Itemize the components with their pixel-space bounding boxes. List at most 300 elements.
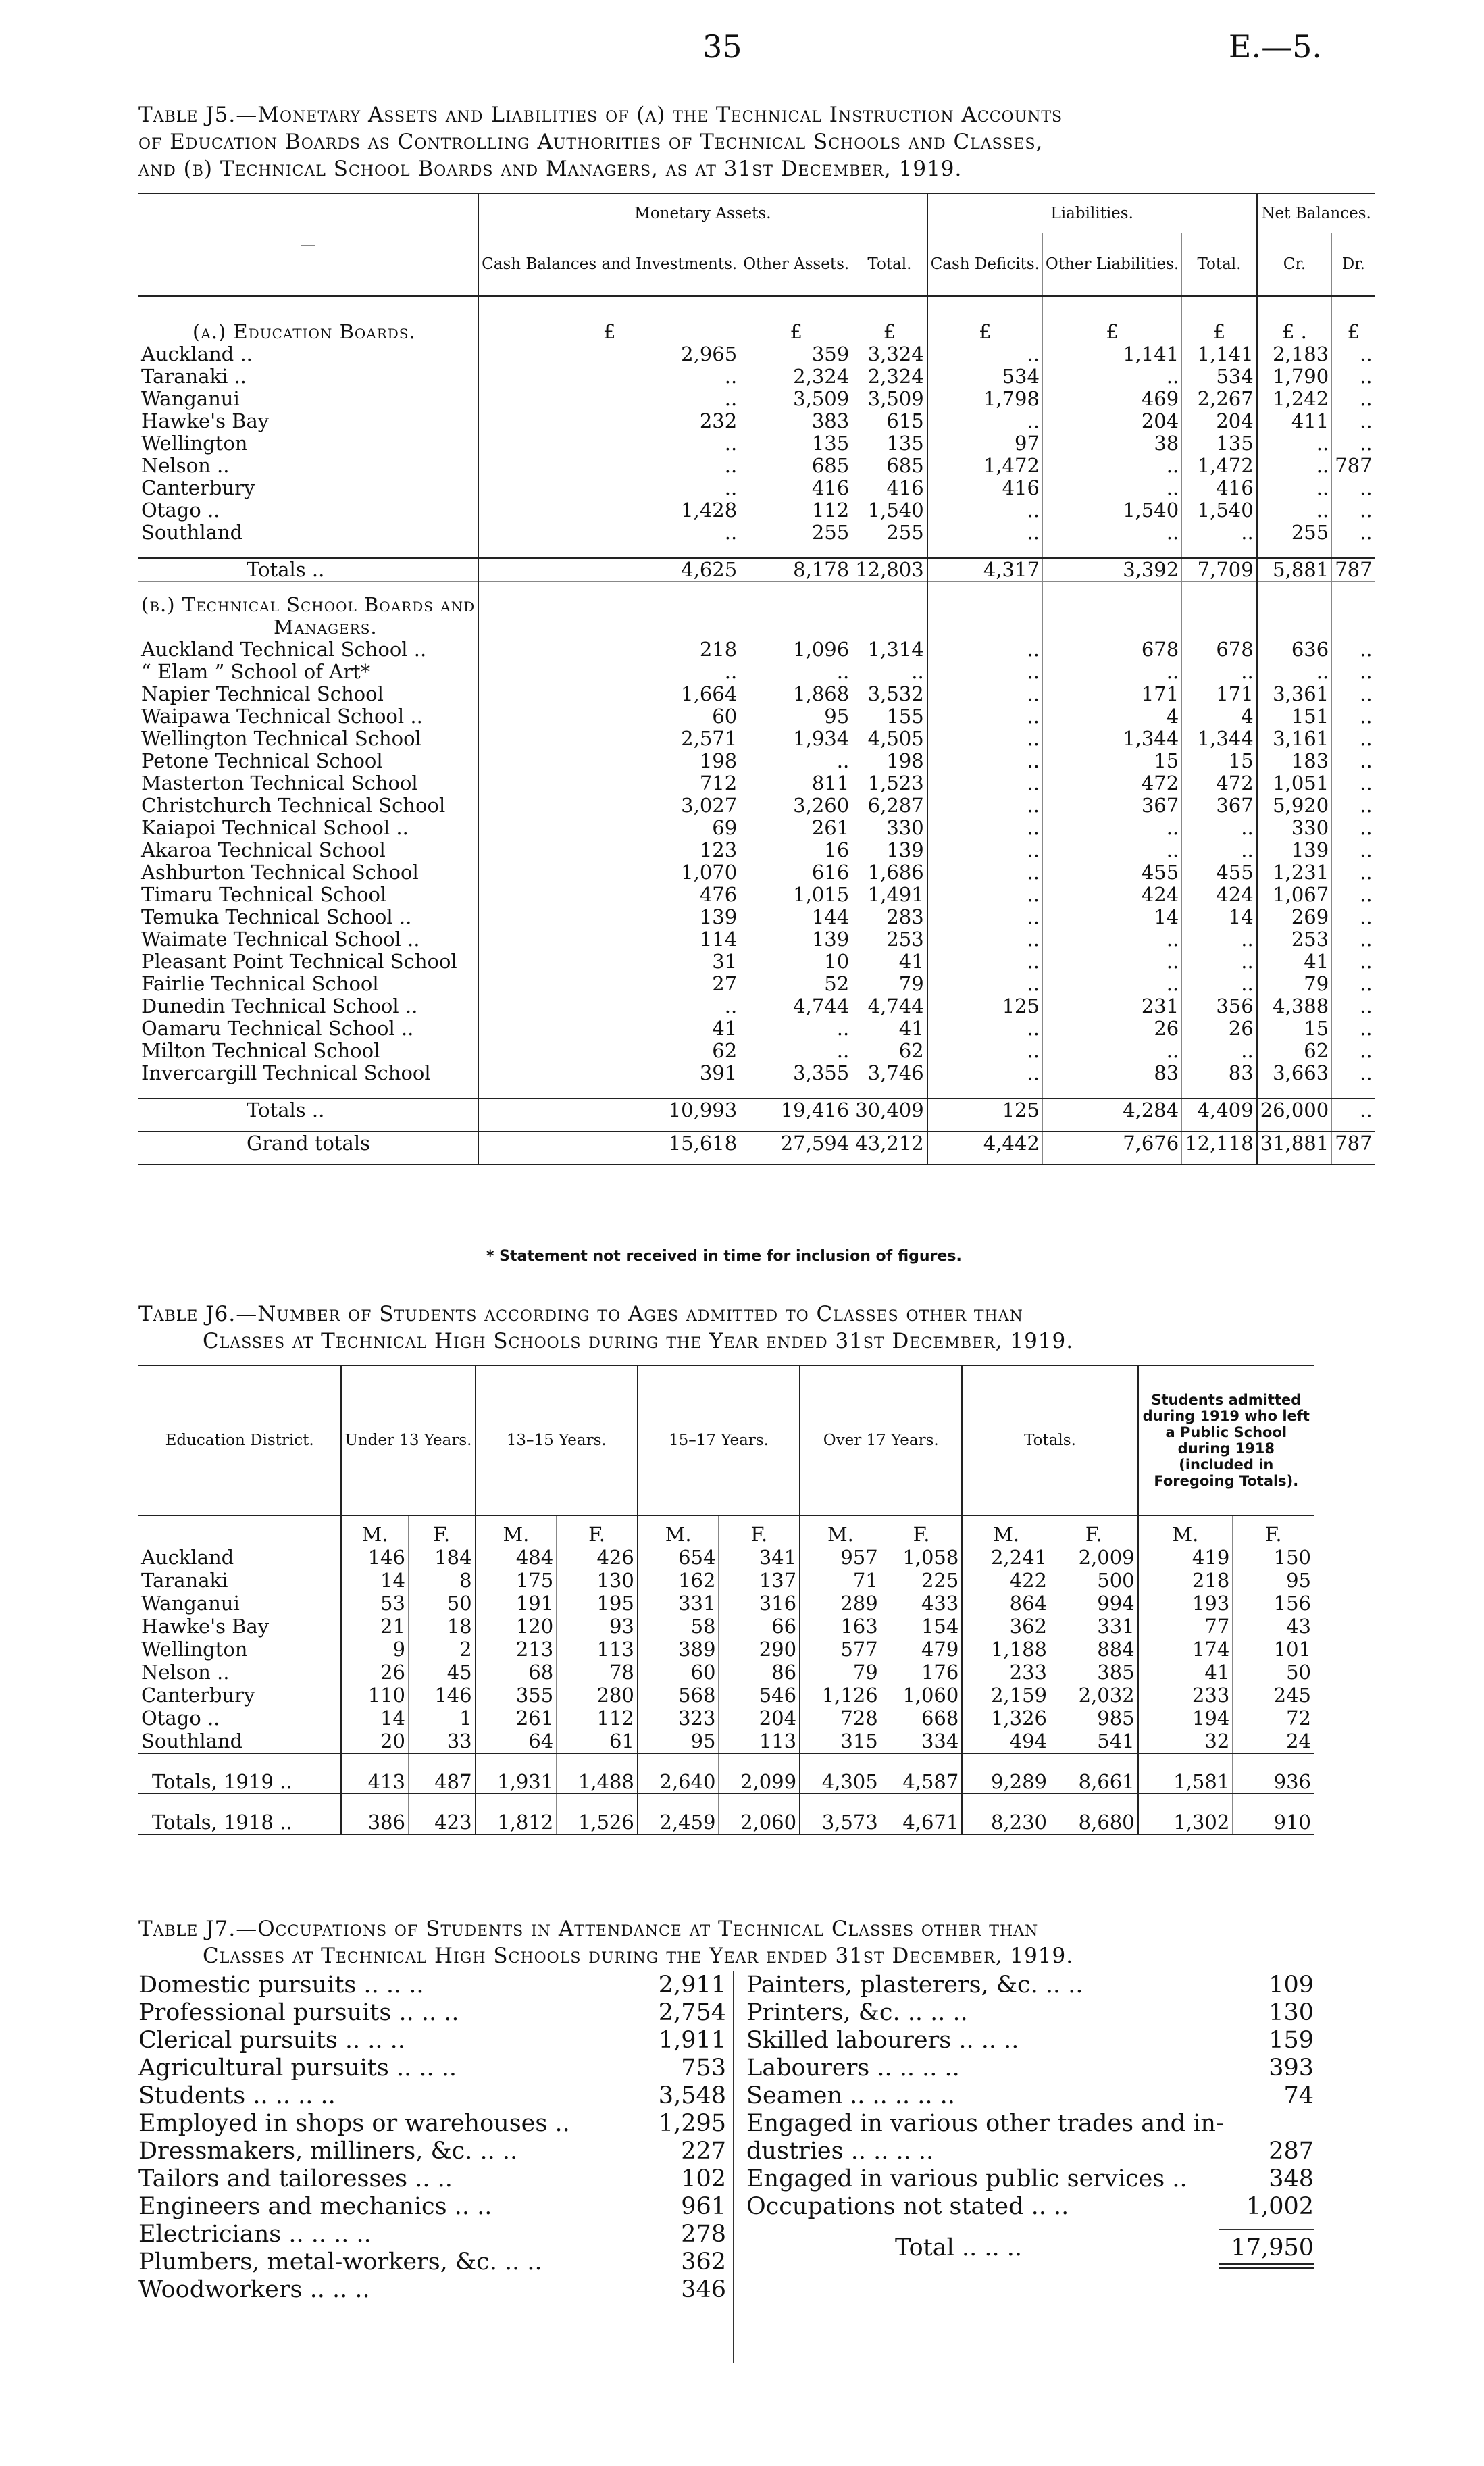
table-cell: 494 bbox=[962, 1730, 1050, 1753]
table-cell: 6,287 bbox=[852, 795, 927, 817]
table-cell: 139 bbox=[478, 906, 740, 928]
table-cell: 2,324 bbox=[740, 366, 852, 388]
table-cell: 1,060 bbox=[881, 1684, 962, 1707]
table-cell: 26,000 bbox=[1257, 1099, 1332, 1122]
table-cell: 183 bbox=[1257, 750, 1332, 772]
blank-cell bbox=[138, 1515, 341, 1546]
table-cell: .. bbox=[478, 477, 740, 499]
row-label: Milton Technical School bbox=[141, 1039, 380, 1062]
table-cell: .. bbox=[1332, 1099, 1375, 1122]
table-cell: .. bbox=[927, 884, 1043, 906]
table-cell: 541 bbox=[1050, 1730, 1137, 1753]
occupation-count: 961 bbox=[681, 2193, 726, 2220]
table-cell: .. bbox=[927, 795, 1043, 817]
table-cell: 26 bbox=[1182, 1017, 1257, 1040]
table-cell: 151 bbox=[1257, 705, 1332, 728]
table-cell: 4,744 bbox=[740, 995, 852, 1017]
blank-header: — bbox=[300, 236, 316, 253]
occupation-row bbox=[138, 2027, 726, 2055]
column-header: Other Liabilities. bbox=[1042, 233, 1181, 296]
table-cell: 2,183 bbox=[1257, 343, 1332, 366]
row-label: Auckland Technical School .. bbox=[141, 638, 427, 661]
table-cell: 2 bbox=[408, 1638, 475, 1661]
occupation-row bbox=[138, 2055, 726, 2082]
table-cell: 146 bbox=[341, 1546, 408, 1569]
table-cell: 10 bbox=[740, 951, 852, 973]
title-line: Table J6.—Number of Students according to Ages admitted to Classes other than bbox=[138, 1302, 1023, 1326]
table-cell: 389 bbox=[638, 1638, 719, 1661]
table-cell: 1,798 bbox=[927, 388, 1043, 410]
table-cell: 1,070 bbox=[478, 861, 740, 884]
table-cell: .. bbox=[1332, 477, 1375, 499]
table-cell: 568 bbox=[638, 1684, 719, 1707]
table-row bbox=[138, 1569, 1314, 1592]
table-cell: 1,188 bbox=[962, 1638, 1050, 1661]
table-cell: .. bbox=[1332, 410, 1375, 432]
table-cell: 191 bbox=[476, 1592, 557, 1615]
table-row bbox=[138, 661, 1375, 683]
table-cell: 419 bbox=[1138, 1546, 1233, 1569]
row-label: Ashburton Technical School bbox=[141, 861, 419, 884]
table-cell: .. bbox=[927, 750, 1043, 772]
table-cell: 232 bbox=[478, 410, 740, 432]
table-cell: 62 bbox=[852, 1040, 927, 1062]
total-value: 17,950 bbox=[1231, 2234, 1314, 2261]
table-cell: 269 bbox=[1257, 906, 1332, 928]
table-cell: 139 bbox=[740, 928, 852, 951]
sex-header: M. bbox=[962, 1515, 1050, 1546]
row-label: Nelson .. bbox=[141, 1661, 230, 1684]
currency-unit: £ bbox=[740, 321, 852, 343]
table-row bbox=[138, 973, 1375, 995]
column-header: Other Assets. bbox=[740, 233, 852, 296]
table-cell: 41 bbox=[1257, 951, 1332, 973]
table-cell: 484 bbox=[476, 1546, 557, 1569]
table-cell: .. bbox=[927, 705, 1043, 728]
table-cell: 1,934 bbox=[740, 728, 852, 750]
table-cell: 2,324 bbox=[852, 366, 927, 388]
table-row bbox=[138, 772, 1375, 795]
row-label: Southland bbox=[141, 1730, 243, 1753]
table-cell: 204 bbox=[1042, 410, 1181, 432]
column-header: Under 13 Years. bbox=[341, 1365, 475, 1515]
table-cell: 1,790 bbox=[1257, 366, 1332, 388]
grand-totals-row bbox=[138, 1132, 1375, 1155]
table-cell: 616 bbox=[740, 861, 852, 884]
row-label: Otago .. bbox=[141, 499, 220, 522]
table-cell: 125 bbox=[927, 1099, 1043, 1122]
table-row bbox=[138, 1684, 1314, 1707]
table-cell: 283 bbox=[852, 906, 927, 928]
table-cell: 469 bbox=[1042, 388, 1181, 410]
table-row bbox=[138, 1661, 1314, 1684]
row-label: Wellington bbox=[141, 1638, 248, 1661]
occupation-row bbox=[746, 2055, 1314, 2082]
table-cell: 12,118 bbox=[1182, 1132, 1257, 1155]
table-cell: 316 bbox=[719, 1592, 800, 1615]
table-cell: .. bbox=[927, 1017, 1043, 1040]
table-cell: .. bbox=[1182, 661, 1257, 683]
occupation-total-row bbox=[746, 2234, 1314, 2262]
row-label: Invercargill Technical School bbox=[141, 1061, 431, 1084]
occupation-label: Painters, plasterers, &c. .. .. bbox=[746, 1971, 1083, 1998]
table-cell: 479 bbox=[881, 1638, 962, 1661]
table-cell: 123 bbox=[478, 839, 740, 861]
table-row bbox=[138, 995, 1375, 1017]
table-cell: 33 bbox=[408, 1730, 475, 1753]
occupation-label: dustries .. .. .. .. bbox=[746, 2138, 934, 2165]
table-cell: .. bbox=[927, 839, 1043, 861]
table-cell: .. bbox=[927, 906, 1043, 928]
table-cell: 4,744 bbox=[852, 995, 927, 1017]
table-cell: .. bbox=[1042, 661, 1181, 683]
table-cell: 1,868 bbox=[740, 683, 852, 705]
table-cell: 289 bbox=[800, 1592, 881, 1615]
table-cell: 2,241 bbox=[962, 1546, 1050, 1569]
table-cell: 112 bbox=[740, 499, 852, 522]
table-row bbox=[138, 728, 1375, 750]
currency-unit: £ bbox=[1042, 321, 1181, 343]
table-cell: 2,459 bbox=[638, 1794, 719, 1834]
currency-unit: £ bbox=[1332, 321, 1375, 343]
table-cell: 15,618 bbox=[478, 1132, 740, 1155]
row-label: Temuka Technical School .. bbox=[141, 905, 412, 928]
row-label: Napier Technical School bbox=[141, 682, 384, 705]
occupation-label: Woodworkers .. .. .. bbox=[138, 2276, 370, 2303]
sex-header: M. bbox=[638, 1515, 719, 1546]
table-cell: 130 bbox=[557, 1569, 638, 1592]
table-j5-title bbox=[138, 101, 1314, 182]
table-cell: .. bbox=[1042, 1040, 1181, 1062]
table-cell: .. bbox=[1042, 928, 1181, 951]
table-cell: 24 bbox=[1233, 1730, 1314, 1753]
table-row bbox=[138, 455, 1375, 477]
table-row bbox=[138, 410, 1375, 432]
occupation-row bbox=[746, 2082, 1314, 2110]
occupation-count: 278 bbox=[681, 2221, 726, 2248]
table-cell: 426 bbox=[557, 1546, 638, 1569]
table-cell: 66 bbox=[719, 1615, 800, 1638]
table-cell: 712 bbox=[478, 772, 740, 795]
table-cell: .. bbox=[1332, 973, 1375, 995]
table-cell: 14 bbox=[341, 1569, 408, 1592]
table-cell: .. bbox=[927, 1040, 1043, 1062]
table-row bbox=[138, 1546, 1314, 1569]
table-cell: 61 bbox=[557, 1730, 638, 1753]
table-cell: .. bbox=[1042, 973, 1181, 995]
table-cell: 1,686 bbox=[852, 861, 927, 884]
occupation-label: Occupations not stated .. .. bbox=[746, 2193, 1069, 2220]
occupation-label: Labourers .. .. .. .. bbox=[746, 2055, 960, 2082]
table-row bbox=[138, 522, 1375, 544]
occupation-row bbox=[138, 2165, 726, 2193]
table-cell: 261 bbox=[476, 1707, 557, 1730]
row-label: Waipawa Technical School .. bbox=[141, 705, 423, 728]
table-cell: 1 bbox=[408, 1707, 475, 1730]
table-cell: .. bbox=[1042, 477, 1181, 499]
row-label: Dunedin Technical School .. bbox=[141, 995, 418, 1017]
table-cell: 455 bbox=[1042, 861, 1181, 884]
table-cell: 41 bbox=[478, 1017, 740, 1040]
table-cell: 213 bbox=[476, 1638, 557, 1661]
table-cell: .. bbox=[1332, 366, 1375, 388]
occupation-row bbox=[746, 2027, 1314, 2055]
title-line: and (b) Technical School Boards and Managers, as at 31st December, 1919. bbox=[138, 157, 963, 181]
table-cell: .. bbox=[927, 951, 1043, 973]
row-label: Canterbury bbox=[141, 1684, 255, 1707]
table-row bbox=[138, 884, 1375, 906]
table-cell: 9,289 bbox=[962, 1753, 1050, 1794]
table-cell: 45 bbox=[408, 1661, 475, 1684]
table-cell: 26 bbox=[1042, 1017, 1181, 1040]
table-cell: 15 bbox=[1042, 750, 1181, 772]
table-cell: 2,099 bbox=[719, 1753, 800, 1794]
table-cell: 4,671 bbox=[881, 1794, 962, 1834]
table-cell: 95 bbox=[1233, 1569, 1314, 1592]
table-cell: 112 bbox=[557, 1707, 638, 1730]
table-cell: .. bbox=[740, 750, 852, 772]
row-label: Nelson .. bbox=[141, 454, 230, 477]
table-cell: 323 bbox=[638, 1707, 719, 1730]
row-label: Hawke's Bay bbox=[141, 1615, 270, 1638]
table-cell: .. bbox=[1332, 728, 1375, 750]
occupation-row bbox=[746, 1999, 1314, 2027]
table-cell: 14 bbox=[341, 1707, 408, 1730]
table-cell: .. bbox=[1257, 432, 1332, 455]
table-cell: .. bbox=[740, 661, 852, 683]
table-cell: .. bbox=[1042, 455, 1181, 477]
table-row bbox=[138, 1615, 1314, 1638]
table-cell: .. bbox=[927, 1062, 1043, 1084]
table-cell: 728 bbox=[800, 1707, 881, 1730]
table-cell: 110 bbox=[341, 1684, 408, 1707]
totals-row bbox=[138, 558, 1375, 582]
table-cell: .. bbox=[1332, 906, 1375, 928]
table-cell: 367 bbox=[1042, 795, 1181, 817]
table-cell: 176 bbox=[881, 1661, 962, 1684]
table-cell: 8,680 bbox=[1050, 1794, 1137, 1834]
occupation-row bbox=[138, 2221, 726, 2248]
occupation-count: 393 bbox=[1269, 2055, 1314, 2082]
table-cell: 3,509 bbox=[740, 388, 852, 410]
table-cell: 1,540 bbox=[1182, 499, 1257, 522]
table-cell: 38 bbox=[1042, 432, 1181, 455]
table-cell: 95 bbox=[740, 705, 852, 728]
table-cell: 8,230 bbox=[962, 1794, 1050, 1834]
table-cell: .. bbox=[478, 522, 740, 544]
table-row bbox=[138, 839, 1375, 861]
table-cell: 8,178 bbox=[740, 558, 852, 582]
table-cell: 3,663 bbox=[1257, 1062, 1332, 1084]
table-cell: 8,661 bbox=[1050, 1753, 1137, 1794]
table-cell: 253 bbox=[1257, 928, 1332, 951]
table-cell: 678 bbox=[1182, 638, 1257, 661]
row-label: Totals .. bbox=[247, 558, 325, 581]
table-cell: 1,472 bbox=[1182, 455, 1257, 477]
table-cell: 174 bbox=[1138, 1638, 1233, 1661]
occupation-label: Students .. .. .. .. bbox=[138, 2082, 336, 2109]
table-cell: 101 bbox=[1233, 1638, 1314, 1661]
column-header: Over 17 Years. bbox=[800, 1365, 962, 1515]
occupation-count: 348 bbox=[1269, 2165, 1314, 2192]
table-j6-title bbox=[138, 1301, 1314, 1355]
table-cell: 139 bbox=[852, 839, 927, 861]
column-divider bbox=[733, 1971, 734, 2363]
occupation-row bbox=[138, 1999, 726, 2027]
table-cell: 2,009 bbox=[1050, 1546, 1137, 1569]
table-cell: 1,326 bbox=[962, 1707, 1050, 1730]
currency-unit: £ . bbox=[1257, 321, 1332, 343]
table-row bbox=[138, 817, 1375, 839]
group-header: Liabilities. bbox=[927, 193, 1257, 233]
table-cell: 4,442 bbox=[927, 1132, 1043, 1155]
table-cell: 985 bbox=[1050, 1707, 1137, 1730]
row-label: Canterbury bbox=[141, 476, 255, 499]
title-line: of Education Boards as Controlling Authorities of Technical Schools and Classes, bbox=[138, 130, 1044, 154]
table-cell: 171 bbox=[1042, 683, 1181, 705]
table-cell: 144 bbox=[740, 906, 852, 928]
table-cell: 72 bbox=[1233, 1707, 1314, 1730]
table-row bbox=[138, 1592, 1314, 1615]
occupation-count: 346 bbox=[681, 2276, 726, 2303]
table-cell: 60 bbox=[638, 1661, 719, 1684]
table-cell: 362 bbox=[962, 1615, 1050, 1638]
table-cell: 884 bbox=[1050, 1638, 1137, 1661]
currency-unit: £ bbox=[852, 321, 927, 343]
table-cell: 18 bbox=[408, 1615, 475, 1638]
table-cell: 5,920 bbox=[1257, 795, 1332, 817]
table-j6 bbox=[138, 1365, 1314, 1835]
currency-unit: £ bbox=[927, 321, 1043, 343]
table-j5 bbox=[138, 193, 1375, 1165]
table-cell: 52 bbox=[740, 973, 852, 995]
occupation-label: Dressmakers, milliners, &c. .. .. bbox=[138, 2138, 518, 2165]
table-row bbox=[138, 1730, 1314, 1753]
table-cell: 255 bbox=[852, 522, 927, 544]
table-cell: 245 bbox=[1233, 1684, 1314, 1707]
table-cell: 64 bbox=[476, 1730, 557, 1753]
row-label: Fairlie Technical School bbox=[141, 972, 379, 995]
column-header: Cash Deficits. bbox=[927, 233, 1043, 296]
table-cell: .. bbox=[1042, 839, 1181, 861]
row-label: Totals, 1919 .. bbox=[152, 1770, 292, 1793]
totals-row bbox=[138, 1794, 1314, 1834]
table-cell: 455 bbox=[1182, 861, 1257, 884]
occupation-count: 2,911 bbox=[658, 1971, 726, 1998]
table-cell: .. bbox=[1332, 683, 1375, 705]
table-cell: 3,260 bbox=[740, 795, 852, 817]
document-reference: E.—5. bbox=[1228, 28, 1322, 65]
table-cell: 1,126 bbox=[800, 1684, 881, 1707]
currency-unit: £ bbox=[1182, 321, 1257, 343]
title-line: Table J5.—Monetary Assets and Liabilities of (a) the Technical Instruction Accounts bbox=[138, 103, 1063, 127]
occupation-label: Agricultural pursuits .. .. .. bbox=[138, 2055, 457, 2082]
table-cell: 3,746 bbox=[852, 1062, 927, 1084]
table-cell: 341 bbox=[719, 1546, 800, 1569]
table-cell: 43,212 bbox=[852, 1132, 927, 1155]
table-cell: 3,161 bbox=[1257, 728, 1332, 750]
occupation-row bbox=[746, 2165, 1314, 2193]
table-cell: 936 bbox=[1233, 1753, 1314, 1794]
table-cell: 423 bbox=[408, 1794, 475, 1834]
table-cell: 4,305 bbox=[800, 1753, 881, 1794]
section-heading: Managers. bbox=[274, 615, 378, 638]
occupation-label: Tailors and tailoresses .. .. bbox=[138, 2165, 453, 2192]
table-cell: .. bbox=[1182, 973, 1257, 995]
table-cell: 9 bbox=[341, 1638, 408, 1661]
table-cell: 3,392 bbox=[1042, 558, 1181, 582]
table-cell: 534 bbox=[1182, 366, 1257, 388]
table-cell: 58 bbox=[638, 1615, 719, 1638]
occupation-label: Domestic pursuits .. .. .. bbox=[138, 1971, 424, 1998]
table-cell: 32 bbox=[1138, 1730, 1233, 1753]
table-cell: 60 bbox=[478, 705, 740, 728]
table-cell: 787 bbox=[1332, 558, 1375, 582]
table-cell: 1,141 bbox=[1042, 343, 1181, 366]
table-row bbox=[138, 1062, 1375, 1084]
table-cell: 422 bbox=[962, 1569, 1050, 1592]
table-cell: 255 bbox=[740, 522, 852, 544]
table-cell: 1,344 bbox=[1042, 728, 1181, 750]
table-cell: 41 bbox=[852, 1017, 927, 1040]
table-cell: 50 bbox=[1233, 1661, 1314, 1684]
table-cell: 15 bbox=[1182, 750, 1257, 772]
table-cell: 811 bbox=[740, 772, 852, 795]
table-cell: 71 bbox=[800, 1569, 881, 1592]
sex-header: F. bbox=[719, 1515, 800, 1546]
sex-header: M. bbox=[341, 1515, 408, 1546]
table-cell: 2,965 bbox=[478, 343, 740, 366]
table-cell: 253 bbox=[852, 928, 927, 951]
rule-line bbox=[1219, 2267, 1314, 2269]
table-cell: .. bbox=[1042, 366, 1181, 388]
table-cell: .. bbox=[1257, 455, 1332, 477]
occupation-label: Clerical pursuits .. .. .. bbox=[138, 2027, 405, 2054]
totals-row bbox=[138, 1753, 1314, 1794]
table-row bbox=[138, 388, 1375, 410]
table-cell: 218 bbox=[478, 638, 740, 661]
table-cell: 4,388 bbox=[1257, 995, 1332, 1017]
table-cell: 636 bbox=[1257, 638, 1332, 661]
row-label: Grand totals bbox=[247, 1132, 370, 1155]
occupation-row bbox=[746, 1971, 1314, 1999]
table-cell: .. bbox=[1042, 522, 1181, 544]
table-cell: 79 bbox=[800, 1661, 881, 1684]
table-cell: 416 bbox=[1182, 477, 1257, 499]
table-cell: 41 bbox=[852, 951, 927, 973]
total-label: Total .. .. .. bbox=[895, 2234, 1022, 2261]
column-header: Total. bbox=[1182, 233, 1257, 296]
table-cell: .. bbox=[1332, 817, 1375, 839]
row-label: “ Elam ” School of Art* bbox=[141, 660, 371, 683]
table-cell: .. bbox=[1332, 1017, 1375, 1040]
table-cell: 162 bbox=[638, 1569, 719, 1592]
table-cell: 41 bbox=[1138, 1661, 1233, 1684]
table-cell: 957 bbox=[800, 1546, 881, 1569]
table-cell: .. bbox=[1332, 750, 1375, 772]
table-row bbox=[138, 432, 1375, 455]
table-cell: 163 bbox=[800, 1615, 881, 1638]
sex-header-row bbox=[138, 1515, 1314, 1546]
table-cell: 86 bbox=[719, 1661, 800, 1684]
table-row bbox=[138, 705, 1375, 728]
table-cell: .. bbox=[1332, 839, 1375, 861]
table-cell: 386 bbox=[341, 1794, 408, 1834]
row-label: Christchurch Technical School bbox=[141, 794, 446, 817]
title-line: Classes at Technical High Schools during the Year ended 31st December, 1919. bbox=[203, 1329, 1074, 1353]
table-cell: 615 bbox=[852, 410, 927, 432]
table-cell: 193 bbox=[1138, 1592, 1233, 1615]
